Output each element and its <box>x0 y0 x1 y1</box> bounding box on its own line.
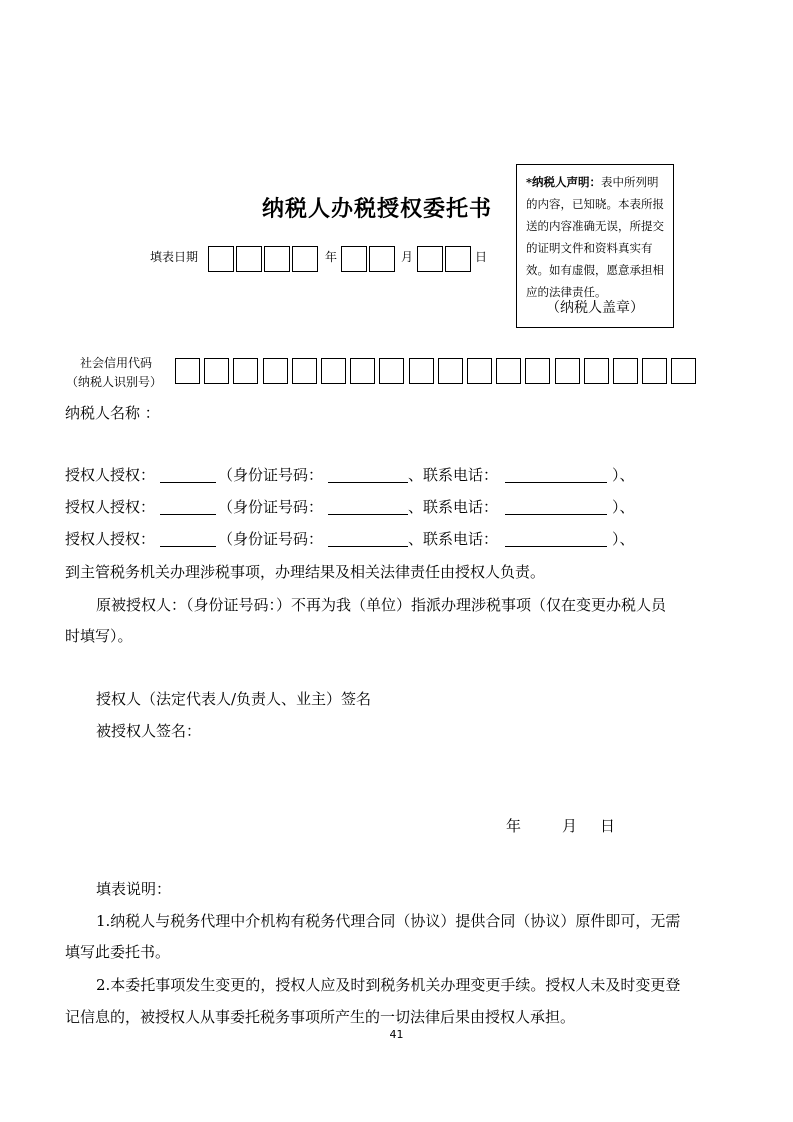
taxpayer-seal-label: （纳税人盖章） <box>546 300 644 316</box>
responsibility-statement: 到主管税务机关办理涉税事项，办理结果及相关法律责任由授权人负责。 <box>65 563 546 581</box>
note-1-line1: 1.纳税人与税务代理中介机构有税务代理合同（协议）提供合同（协议）原件即可，无需 <box>96 912 681 930</box>
taxpayer-declaration-box <box>516 164 674 328</box>
credit-code-digit-box[interactable] <box>438 358 463 384</box>
credit-code-digit-box[interactable] <box>321 358 346 384</box>
id-number-field[interactable] <box>328 546 408 547</box>
sign-date-day: 日 <box>600 817 616 835</box>
agent-name-field[interactable] <box>160 546 216 547</box>
credit-code-digit-box[interactable] <box>350 358 375 384</box>
sign-date-year: 年 <box>506 817 522 835</box>
former-agent-line1: 原被授权人：（身份证号码：）不再为我（单位）指派办理涉税事项（仅在变更办税人员 <box>96 596 667 614</box>
id-number-field[interactable] <box>328 482 408 483</box>
row-end: ）、 <box>612 498 635 516</box>
month-digit-box[interactable] <box>341 246 367 272</box>
authorizer-label: 授权人授权： <box>65 530 156 548</box>
fill-date-day-label: 日 <box>475 250 488 264</box>
year-digit-box[interactable] <box>264 246 290 272</box>
taxpayer-name-label: 纳税人名称 ： <box>65 404 160 422</box>
notes-heading: 填表说明： <box>96 880 172 898</box>
phone-label: 、联系电话： <box>408 466 499 484</box>
credit-code-digit-box[interactable] <box>584 358 609 384</box>
fill-date-label: 填表日期 <box>150 250 199 264</box>
credit-code-digit-box[interactable] <box>496 358 521 384</box>
id-number-field[interactable] <box>328 514 408 515</box>
phone-field[interactable] <box>505 514 607 515</box>
declaration-text <box>526 171 667 303</box>
phone-label: 、联系电话： <box>408 498 499 516</box>
row-end: ）、 <box>612 530 635 548</box>
authorizer-label: 授权人授权： <box>65 498 156 516</box>
authorizer-signature-label: 授权人（法定代表人/负责人、业主）签名 <box>96 690 372 708</box>
note-2-line2: 记信息的，被授权人从事委托税务事项所产生的一切法律后果由授权人承担。 <box>65 1008 576 1026</box>
note-2-line1: 2.本委托事项发生变更的，授权人应及时到税务机关办理变更手续。授权人未及时变更登 <box>96 976 681 994</box>
credit-code-digit-box[interactable] <box>233 358 258 384</box>
credit-code-digit-box[interactable] <box>204 358 229 384</box>
declaration-body: 表中所列明的内容，已知晓。本表所报送的内容准确无误，所提交的证明文件和资料真实有效。如有虚假，愿意承担相应的法律责任。 <box>526 175 664 299</box>
declaration-heading: *纳税人声明： <box>526 175 602 189</box>
credit-code-digit-box[interactable] <box>379 358 404 384</box>
year-digit-box[interactable] <box>236 246 262 272</box>
fill-date-month-label: 月 <box>401 250 414 264</box>
id-number-label: （身份证号码： <box>218 466 324 484</box>
credit-code-digit-box[interactable] <box>525 358 550 384</box>
phone-field[interactable] <box>505 482 607 483</box>
agent-name-field[interactable] <box>160 514 216 515</box>
credit-code-digit-box[interactable] <box>467 358 492 384</box>
id-number-label: （身份证号码： <box>218 498 324 516</box>
agent-name-field[interactable] <box>160 482 216 483</box>
phone-field[interactable] <box>505 546 607 547</box>
day-digit-box[interactable] <box>417 246 443 272</box>
taxpayer-id-label: （纳税人识别号） <box>66 375 163 389</box>
credit-code-digit-box[interactable] <box>671 358 696 384</box>
former-agent-line2: 时填写）。 <box>65 627 133 645</box>
credit-code-label: 社会信用代码 <box>80 356 153 370</box>
authorized-signature-label: 被授权人签名： <box>96 722 202 740</box>
year-digit-box[interactable] <box>292 246 318 272</box>
month-digit-box[interactable] <box>369 246 395 272</box>
credit-code-digit-box[interactable] <box>613 358 638 384</box>
id-number-label: （身份证号码： <box>218 530 324 548</box>
fill-date-year-label: 年 <box>325 250 338 264</box>
credit-code-digit-box[interactable] <box>292 358 317 384</box>
page-number: 41 <box>389 1028 404 1041</box>
authorizer-label: 授权人授权： <box>65 466 156 484</box>
credit-code-digit-box[interactable] <box>409 358 434 384</box>
credit-code-digit-box[interactable] <box>555 358 580 384</box>
day-digit-box[interactable] <box>445 246 471 272</box>
credit-code-digit-box[interactable] <box>175 358 200 384</box>
row-end: ）、 <box>612 466 635 484</box>
phone-label: 、联系电话： <box>408 530 499 548</box>
note-1-line2: 填写此委托书。 <box>65 943 171 961</box>
credit-code-digit-box[interactable] <box>263 358 288 384</box>
year-digit-box[interactable] <box>208 246 234 272</box>
sign-date-month: 月 <box>562 817 578 835</box>
page-title: 纳税人办税授权委托书 <box>262 196 493 222</box>
credit-code-digit-box[interactable] <box>642 358 667 384</box>
